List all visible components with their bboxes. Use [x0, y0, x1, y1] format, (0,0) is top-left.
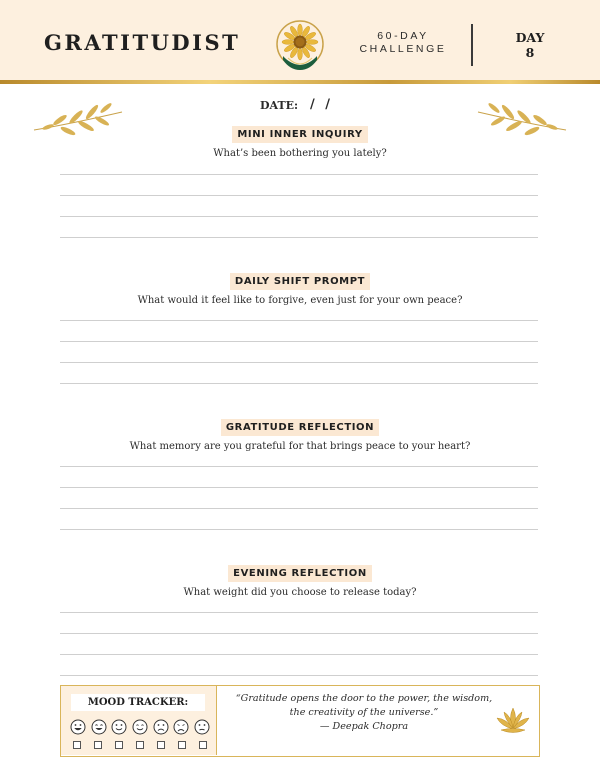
neutral-face-icon[interactable]: [194, 719, 210, 735]
section-prompt: What’s been bothering you lately?: [213, 148, 387, 159]
mood-tracker: [61, 686, 217, 755]
very-sad-face-icon[interactable]: [173, 719, 189, 735]
section-tag: DAILY SHIFT PROMPT: [230, 273, 370, 290]
mood-checkbox[interactable]: [115, 741, 123, 749]
writing-line[interactable]: [60, 320, 538, 321]
mood-checkbox[interactable]: [199, 741, 207, 749]
mood-tracker-title: MOOD TRACKER:: [71, 694, 205, 711]
section-prompt: What weight did you choose to release today?: [183, 587, 417, 598]
section-mini-inner-inquiry: [0, 124, 600, 160]
section-gratitude-reflection: [0, 417, 600, 453]
writing-line[interactable]: [60, 529, 538, 530]
section-prompt: What would it feel like to forgive, even just for your own peace?: [137, 295, 463, 306]
section-prompt: What memory are you grateful for that brings peace to your heart?: [129, 441, 471, 452]
section-tag: EVENING REFLECTION: [228, 565, 372, 582]
mood-checkbox[interactable]: [136, 741, 144, 749]
mood-checkbox[interactable]: [178, 741, 186, 749]
header-bar: [0, 0, 600, 80]
mood-faces: [70, 719, 210, 735]
date-label: DATE:: [260, 99, 299, 112]
writing-line[interactable]: [60, 383, 538, 384]
quote-block: [229, 692, 499, 734]
section-tag: GRATITUDE REFLECTION: [221, 419, 379, 436]
sad-face-icon[interactable]: [153, 719, 169, 735]
day-counter: DAY 8: [515, 30, 545, 60]
writing-line[interactable]: [60, 174, 538, 175]
section-daily-shift-prompt: [0, 271, 600, 307]
content-face-icon[interactable]: [132, 719, 148, 735]
smiling-face-icon[interactable]: [111, 719, 127, 735]
writing-line[interactable]: [60, 195, 538, 196]
writing-line[interactable]: [60, 654, 538, 655]
grinning-face-icon[interactable]: [91, 719, 107, 735]
writing-line[interactable]: [60, 466, 538, 467]
section-tag: MINI INNER INQUIRY: [232, 126, 367, 143]
brand-title: GRATITUDIST: [44, 30, 241, 55]
writing-line[interactable]: [60, 487, 538, 488]
writing-line[interactable]: [60, 237, 538, 238]
writing-line[interactable]: [60, 508, 538, 509]
mood-checkbox[interactable]: [157, 741, 165, 749]
section-evening-reflection: [0, 563, 600, 599]
very-happy-face-icon[interactable]: [70, 719, 86, 735]
header-divider: [471, 24, 473, 66]
writing-line[interactable]: [60, 612, 538, 613]
mood-checkbox[interactable]: [94, 741, 102, 749]
mood-quote-box: [60, 685, 540, 757]
quote-text: “Gratitude opens the door to the power, the wisdom, the creativity of the universe.”: [235, 693, 493, 718]
quote-author: — Deepak Chopra: [319, 721, 409, 732]
mood-checkbox[interactable]: [73, 741, 81, 749]
gold-divider: [0, 80, 600, 84]
writing-line[interactable]: [60, 362, 538, 363]
mood-checkboxes: [73, 741, 207, 749]
writing-line[interactable]: [60, 341, 538, 342]
lotus-icon: [495, 704, 531, 736]
challenge-label: 60-DAY CHALLENGE: [359, 30, 447, 55]
sunflower-logo-icon: [276, 20, 324, 72]
writing-line[interactable]: [60, 216, 538, 217]
date-field[interactable]: / /: [310, 97, 331, 112]
writing-line[interactable]: [60, 633, 538, 634]
writing-line[interactable]: [60, 675, 538, 676]
